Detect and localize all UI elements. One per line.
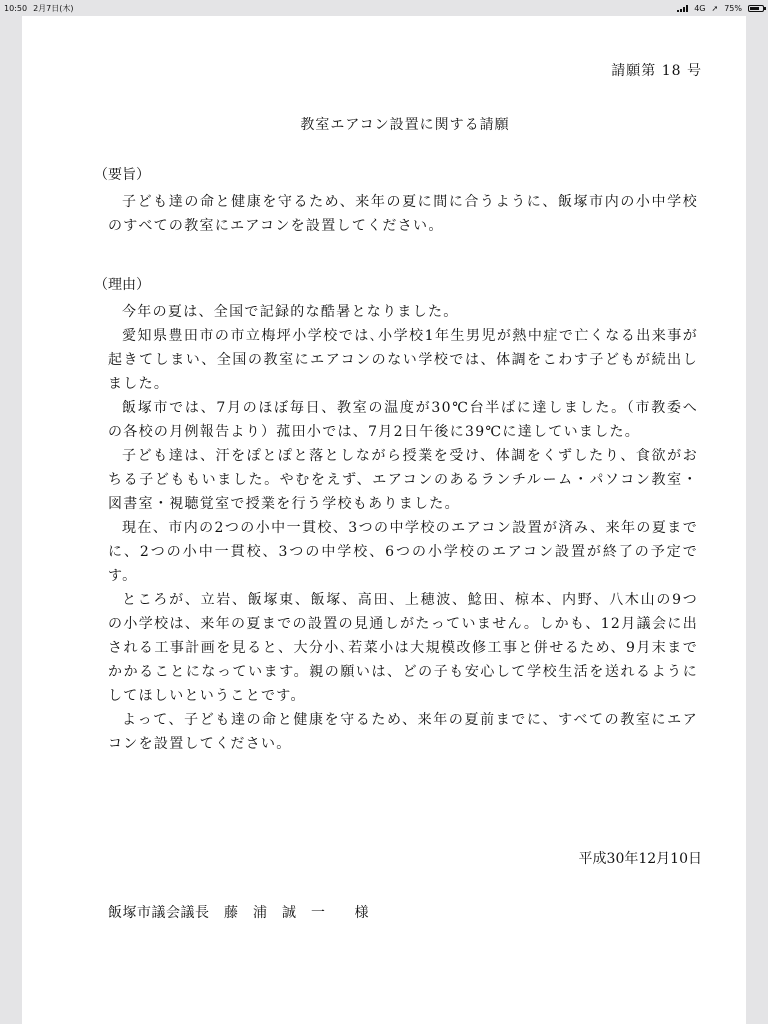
document-title: 教室エアコン設置に関する請願 [300,117,510,133]
reason-paragraph: ところが、立岩、飯塚東、飯塚、高田、上穂波、鯰田、椋本、内野、八木山の9つの小学校は、来年の夏までの設置の見通しがたっていません。しかも、12月議会に出される工事計画を見ると、大分小､若菜小は大規模改修工事と併せるため、9月末までかかることになっています。親の願いは、どの子も安心して学校生活を送れるようにしてほしいということです。 [108,592,698,704]
reason-section [108,300,698,756]
petition-number: 請願第 18 号 [611,63,702,79]
cellular-signal-icon [677,5,688,12]
battery-percent: 75% [724,3,742,13]
status-bar [0,0,768,16]
location-arrow-icon: ➚ [711,3,719,13]
network-type: 4G [694,3,706,13]
reason-paragraph: 飯塚市では、7月のほぼ毎日、教室の温度が30℃台半ばに達しました。（市教委への各校の月例報告より）菰田小では、7月2日午後に39℃に達していました。 [108,400,698,440]
status-time: 10:50 [4,3,28,13]
battery-icon [748,5,764,12]
status-left [4,3,73,14]
document-date: 平成30年12月10日 [578,851,702,867]
reason-paragraph: 愛知県豊田市の市立梅坪小学校では､小学校1年生男児が熱中症で亡くなる出来事が起きてしまい、全国の教室にエアコンのない学校では、体調をこわす子どもが続出しました。 [108,328,698,392]
status-date: 2月7日(木) [33,3,74,13]
document-page[interactable] [22,16,746,1024]
gist-heading: （要旨） [94,167,150,183]
addressee: 飯塚市議会議長 藤 浦 誠 一 様 [108,905,369,921]
gist-section [108,190,698,238]
status-right [677,4,764,13]
reason-paragraph: 現在、市内の2つの小中一貫校、3つの中学校のエアコン設置が済み、来年の夏までに、2つの小中一貫校、3つの中学校、6つの小学校のエアコン設置が終了の予定です。 [108,520,698,584]
reason-heading: （理由） [94,277,150,293]
reason-paragraph: 今年の夏は、全国で記録的な酷暑となりました。 [122,304,459,320]
reason-paragraph: よって、子ども達の命と健康を守るため、来年の夏前までに、すべての教室にエアコンを設置してください。 [108,712,698,752]
reason-paragraph: 子ども達は、汗をぽとぽと落としながら授業を受け、体調をくずしたり、食欲がおちる子どももいました。やむをえず、エアコンのあるランチルーム・パソコン教室・図書室・視聴覚室で授業を行う学校もありました。 [108,448,698,512]
gist-paragraph: 子ども達の命と健康を守るため、来年の夏に間に合うように、飯塚市内の小中学校のすべての教室にエアコンを設置してください。 [108,194,698,234]
